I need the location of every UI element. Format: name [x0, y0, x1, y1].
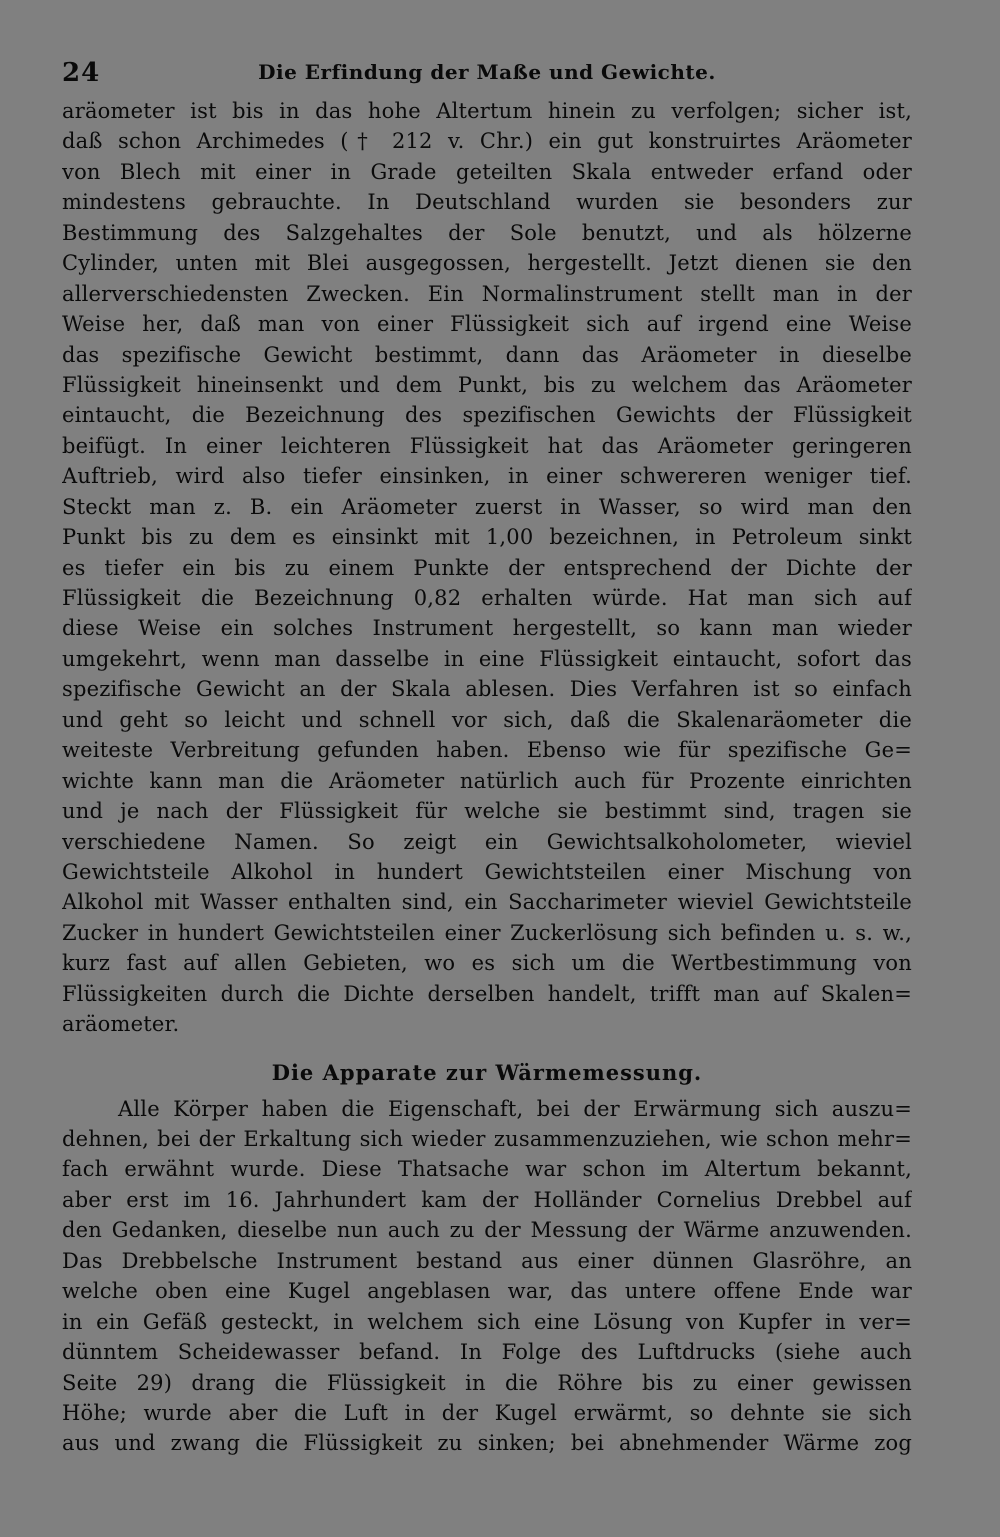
text-line: Cylinder, unten mit Blei ausgegossen, hergestellt. Jetzt dienen sie den: [62, 251, 912, 276]
text-line: verschiedene Namen. So zeigt ein Gewichtsalkoholometer, wieviel: [62, 829, 912, 854]
text-line: aräometer ist bis in das hohe Altertum hinein zu verfolgen; sicher ist,: [62, 99, 912, 123]
text-line: das spezifische Gewicht bestimmt, dann das Aräometer in dieselbe: [62, 342, 912, 367]
text-line: in ein Gefäß gesteckt, in welchem sich eine Lösung von Kupfer in ver=: [62, 1309, 912, 1334]
text-line: Steckt man z. B. ein Aräometer zuerst in Wasser, so wird man den: [62, 494, 912, 519]
text-line: und je nach der Flüssigkeit für welche sie bestimmt sind, tragen sie: [62, 799, 912, 824]
text-line: es tiefer ein bis zu einem Punkte der entsprechend der Dichte der: [62, 555, 912, 580]
text-line: Bestimmung des Salzgehaltes der Sole benutzt, und als hölzerne: [62, 220, 912, 245]
text-line: und geht so leicht und schnell vor sich, daß die Skalenaräometer die: [62, 707, 912, 732]
page-header: [62, 56, 912, 96]
text-line: Punkt bis zu dem es einsinkt mit 1,00 bezeichnen, in Petroleum sinkt: [62, 525, 912, 550]
text-line: diese Weise ein solches Instrument hergestellt, so kann man wieder: [62, 616, 912, 641]
paragraph-waermemessung: [62, 1094, 912, 1459]
text-line: mindestens gebrauchte. In Deutschland wurden sie besonders zur: [62, 190, 912, 215]
page-number: 24: [62, 58, 101, 88]
text-line: Flüssigkeiten durch die Dichte derselben handelt, trifft man auf Skalen=: [62, 981, 912, 1006]
text-line: Auftrieb, wird also tiefer einsinken, in einer schwereren weniger tief.: [62, 464, 912, 489]
text-line: Zucker in hundert Gewichtsteilen einer Zuckerlösung sich befinden u. s. w.,: [62, 920, 912, 945]
text-line: daß schon Archimedes († 212 v. Chr.) ein gut konstruirtes Aräometer: [62, 129, 912, 154]
running-title: Die Erfindung der Maße und Gewichte.: [258, 60, 716, 84]
text-line: fach erwähnt wurde. Diese Thatsache war schon im Altertum bekannt,: [62, 1157, 912, 1182]
text-line: Alkohol mit Wasser enthalten sind, ein Saccharimeter wieviel Gewichtsteile: [62, 890, 912, 915]
text-line: Das Drebbelsche Instrument bestand aus einer dünnen Glasröhre, an: [62, 1248, 912, 1273]
text-line: dehnen, bei der Erkaltung sich wieder zusammenzuziehen, wie schon mehr=: [62, 1127, 912, 1151]
text-line: welche oben eine Kugel angeblasen war, das untere offene Ende war: [62, 1279, 912, 1304]
text-line: allerverschiedensten Zwecken. Ein Normalinstrument stellt man in der: [62, 281, 912, 306]
text-line: Alle Körper haben die Eigenschaft, bei der Erwärmung sich auszu=: [118, 1096, 912, 1121]
text-line: Weise her, daß man von einer Flüssigkeit sich auf irgend eine Weise: [62, 312, 912, 337]
book-page: [62, 56, 912, 1459]
text-line: umgekehrt, wenn man dasselbe in eine Flüssigkeit eintaucht, sofort das: [62, 646, 912, 671]
text-line: Höhe; wurde aber die Luft in der Kugel erwärmt, so dehnte sie sich: [62, 1400, 912, 1425]
text-line: dünntem Scheidewasser befand. In Folge des Luftdrucks (siehe auch: [62, 1340, 912, 1365]
text-line: Seite 29) drang die Flüssigkeit in die Röhre bis zu einer gewissen: [62, 1370, 912, 1395]
text-line: aräometer.: [62, 1012, 180, 1037]
text-line: aber erst im 16. Jahrhundert kam der Holländer Cornelius Drebbel auf: [62, 1187, 912, 1212]
text-line: eintaucht, die Bezeichnung des spezifischen Gewichts der Flüssigkeit: [62, 403, 912, 428]
text-line: von Blech mit einer in Grade geteilten Skala entweder erfand oder: [62, 159, 912, 184]
text-line: wichte kann man die Aräometer natürlich auch für Prozente einrichten: [62, 768, 912, 793]
text-line: Flüssigkeit hineinsenkt und dem Punkt, bis zu welchem das Aräometer: [62, 372, 912, 397]
paragraph-araeometer: [62, 96, 912, 1040]
text-line: aus und zwang die Flüssigkeit zu sinken; bei abnehmender Wärme zog: [62, 1431, 912, 1456]
text-line: weiteste Verbreitung gefunden haben. Ebenso wie für spezifische Ge=: [62, 738, 912, 763]
text-line: Flüssigkeit die Bezeichnung 0,82 erhalten würde. Hat man sich auf: [62, 586, 912, 610]
section-heading: Die Apparate zur Wärmemessung.: [271, 1059, 703, 1085]
text-line: spezifische Gewicht an der Skala ablesen. Dies Verfahren ist so einfach: [62, 677, 912, 702]
text-line: kurz fast auf allen Gebieten, wo es sich um die Wertbestimmung von: [62, 951, 912, 976]
text-line: Gewichtsteile Alkohol in hundert Gewichtsteilen einer Mischung von: [62, 859, 912, 884]
text-line: den Gedanken, dieselbe nun auch zu der Messung der Wärme anzuwenden.: [62, 1218, 912, 1243]
text-line: beifügt. In einer leichteren Flüssigkeit hat das Aräometer geringeren: [62, 433, 912, 458]
